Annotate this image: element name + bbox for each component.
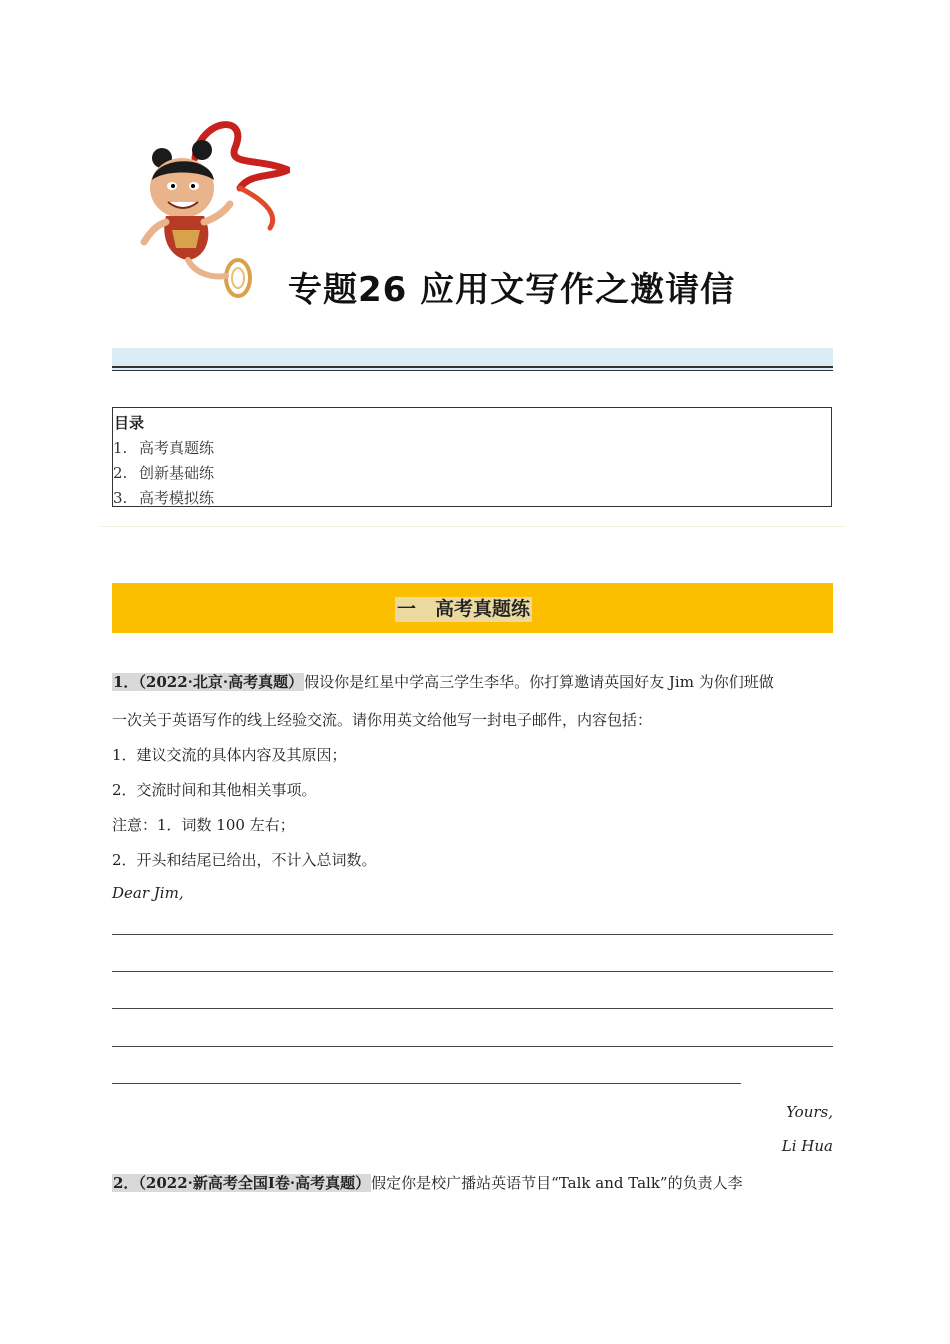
toc-item-number: 3. <box>113 489 128 507</box>
title-underline-rule-thin <box>112 370 833 371</box>
question-1-line-1 <box>112 671 774 692</box>
answer-line[interactable] <box>112 1046 833 1047</box>
toc-item-label: 高考真题练 <box>139 439 215 457</box>
page-title: 专题26 应用文写作之邀请信 <box>288 270 736 310</box>
question-1-note-1: 注意：1．词数 100 左右； <box>112 816 295 834</box>
mascot-illustration <box>140 118 290 303</box>
question-1-point-1: 1．建议交流的具体内容及其原因； <box>112 746 347 764</box>
letter-signature: Li Hua <box>781 1137 833 1155</box>
answer-line[interactable] <box>112 1083 741 1084</box>
letter-closing: Yours, <box>786 1103 833 1121</box>
toc-item-number: 1. <box>113 439 128 457</box>
question-2-line-1 <box>112 1172 743 1193</box>
question-1-source-tag: 1．（2022·北京·高考真题） <box>113 673 304 691</box>
toc-item[interactable] <box>113 486 831 511</box>
toc-item-number: 2. <box>113 464 128 482</box>
toc-heading: 目录 <box>114 414 145 432</box>
answer-line[interactable] <box>112 934 833 935</box>
toc-item[interactable] <box>113 461 831 486</box>
divider <box>100 526 845 527</box>
answer-line[interactable] <box>112 971 833 972</box>
toc-item-label: 创新基础练 <box>139 464 215 482</box>
section-heading: 一 高考真题练 <box>397 598 531 620</box>
question-1-text: 假设你是红星中学高三学生李华。你打算邀请英国好友 Jim 为你们班做 <box>304 673 774 691</box>
title-underline-rule <box>112 366 833 368</box>
answer-line[interactable] <box>112 1008 833 1009</box>
letter-salutation: Dear Jim, <box>112 884 184 902</box>
table-of-contents <box>112 407 832 507</box>
toc-item-label: 高考模拟练 <box>139 489 215 507</box>
question-2-source-tag: 2．（2022·新高考全国Ⅰ卷·高考真题） <box>113 1174 371 1192</box>
question-2-text: 假定你是校广播站英语节目“Talk and Talk”的负责人李 <box>371 1174 743 1192</box>
question-1-note-2: 2．开头和结尾已给出，不计入总词数。 <box>112 851 377 869</box>
question-1-line-2: 一次关于英语写作的线上经验交流。请你用英文给他写一封电子邮件，内容包括： <box>112 711 653 729</box>
toc-item[interactable] <box>113 436 831 461</box>
question-1-point-2: 2．交流时间和其他相关事项。 <box>112 781 317 799</box>
